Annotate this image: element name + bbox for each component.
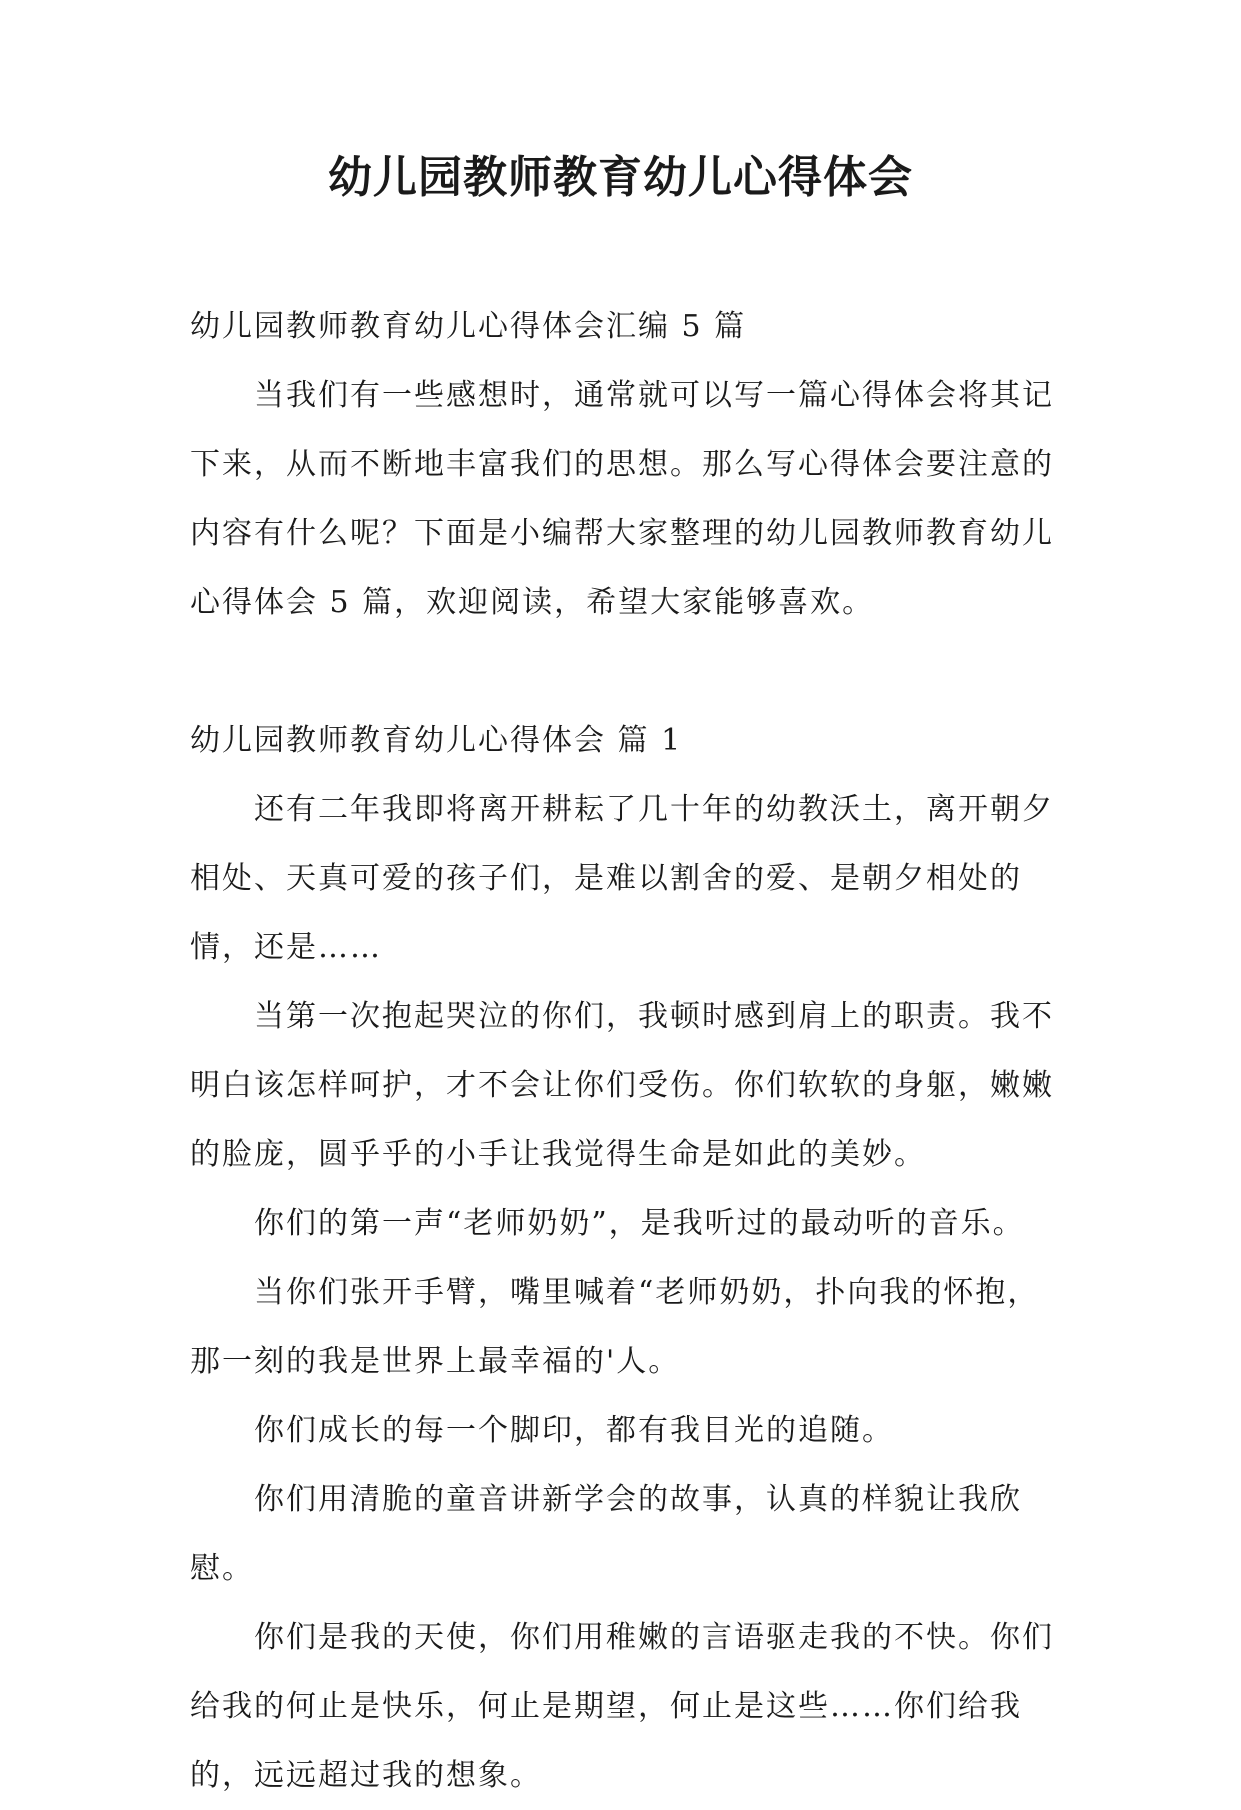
section-paragraph: 还有二年我即将离开耕耘了几十年的幼教沃土，离开朝夕相处、天真可爱的孩子们，是难以割舍的爱、是朝夕相处的情，还是……: [190, 792, 1054, 965]
section-paragraph: 你们用清脆的童音讲新学会的故事，认真的样貌让我欣慰。: [190, 1482, 1022, 1586]
section-spacer: [190, 637, 1056, 706]
section-paragraph: 当第一次抱起哭泣的你们，我顿时感到肩上的职责。我不明白该怎样呵护，才不会让你们受伤。你们软软的身躯，嫩嫩的脸庞，圆乎乎的小手让我觉得生命是如此的美妙。: [190, 999, 1054, 1172]
section-paragraph: 你们成长的每一个脚印，都有我目光的追随。: [254, 1413, 894, 1448]
document-title: 幼儿园教师教育幼儿心得体会: [328, 152, 913, 203]
section-paragraph: 当你们张开手臂，嘴里喊着“老师奶奶，扑向我的怀抱，那一刻的我是世界上最幸福的'人。: [190, 1275, 1040, 1379]
section-heading: 幼儿园教师教育幼儿心得体会 篇 1: [190, 723, 683, 758]
intro-paragraph: 当我们有一些感想时，通常就可以写一篇心得体会将其记下来，从而不断地丰富我们的思想。那么写心得体会要注意的内容有什么呢？下面是小编帮大家整理的幼儿园教师教育幼儿心得体会 5 篇，欢迎阅读，希望大家能够喜欢。: [190, 378, 1054, 620]
document-body: [190, 292, 1056, 1810]
collection-subtitle: 幼儿园教师教育幼儿心得体会汇编 5 篇: [190, 309, 747, 344]
section-paragraph: 你们的第一声“老师奶奶”，是我听过的最动听的音乐。: [254, 1206, 1025, 1241]
section-paragraph: 你们是我的天使，你们用稚嫩的言语驱走我的不快。你们给我的何止是快乐，何止是期望，何止是这些……你们给我的，远远超过我的想象。: [190, 1620, 1054, 1793]
